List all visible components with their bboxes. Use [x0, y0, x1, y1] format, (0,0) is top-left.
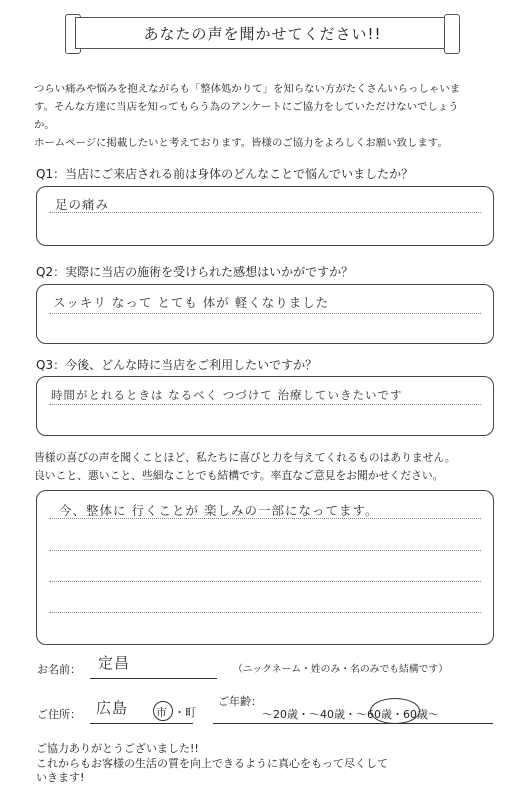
message-line-1	[49, 518, 481, 519]
name-underline	[90, 678, 217, 679]
thanks-line: いきます!	[36, 771, 85, 784]
intro-line: つらい痛みや悩みを抱えながらも「整体処かりて」を知らない方がたくさんいらっしゃいま	[34, 83, 461, 95]
answer-box-2[interactable]	[36, 284, 494, 344]
age-selected-circle	[370, 698, 420, 724]
page-title: あなたの声を聞かせてください!!	[75, 17, 450, 49]
scroll-right-roll	[444, 14, 460, 54]
age-label: ご年齢：	[218, 695, 262, 708]
answer-2-text: スッキリ なって とても 体が 軽くなりました	[53, 295, 330, 310]
address-value: 広島	[96, 699, 129, 717]
thanks-line: ご協力ありがとうございました!!	[36, 742, 199, 755]
answer-3-text: 時間がとれるときは なるべく つづけて 治療していきたいです	[51, 388, 403, 402]
question-1: Q1：当店にご来店される前は身体のどんなことで悩んでいましたか？	[36, 167, 414, 181]
message-line: 良いこと、悪いこと、些細なことでも結構です。率直なご意見をお聞かせください。	[34, 469, 444, 482]
age-underline	[213, 723, 493, 724]
answer-1-text: 足の痛み	[55, 197, 110, 212]
answer-box-1[interactable]	[36, 186, 494, 246]
answer-line	[49, 313, 481, 314]
message-line-4	[49, 612, 481, 613]
answer-line	[49, 212, 481, 213]
age-options: ～20歳・～40歳・～60歳・60歳～	[262, 708, 439, 721]
intro-line: す。そんな方達に当店を知ってもらう為のアンケートにご協力をしていただけないでしょう	[34, 101, 459, 113]
message-prompt	[34, 449, 504, 485]
answer-line	[49, 404, 481, 405]
message-line-2	[49, 550, 481, 551]
thanks-message	[36, 742, 476, 786]
intro-line: ホームページに掲載したいと考えております。皆様のご協力をよろしくお願い致します。	[34, 137, 448, 149]
message-line: 皆様の喜びの声を聞くことほど、私たちに喜びと力を与えてくれるものはありません。	[34, 451, 456, 464]
answer-box-3[interactable]	[36, 376, 494, 436]
thanks-line: これからもお客様の生活の質を向上できるように真心をもって尽くして	[36, 756, 388, 770]
intro-line: か。	[34, 119, 55, 131]
question-3: Q3：今後、どんな時に当店をご利用したいですか？	[36, 358, 318, 372]
address-label: ご住所：	[37, 708, 81, 721]
address-city: 市	[156, 706, 167, 719]
question-2: Q2：実際に当店の施術を受けられた感想はいかがですか？	[36, 265, 354, 279]
address-town: ・町	[174, 706, 196, 719]
address-underline	[90, 723, 193, 724]
intro-text	[34, 80, 499, 152]
name-value: 定昌	[98, 654, 131, 672]
message-answer-text: 今、整体に 行くことが 楽しみの一部になってます。	[59, 503, 379, 518]
message-box[interactable]	[36, 490, 494, 645]
name-label: お名前：	[37, 663, 81, 676]
title-banner	[65, 14, 460, 54]
message-line-3	[49, 581, 481, 582]
name-note: （ニックネーム・姓のみ・名のみでも結構です）	[233, 664, 449, 675]
